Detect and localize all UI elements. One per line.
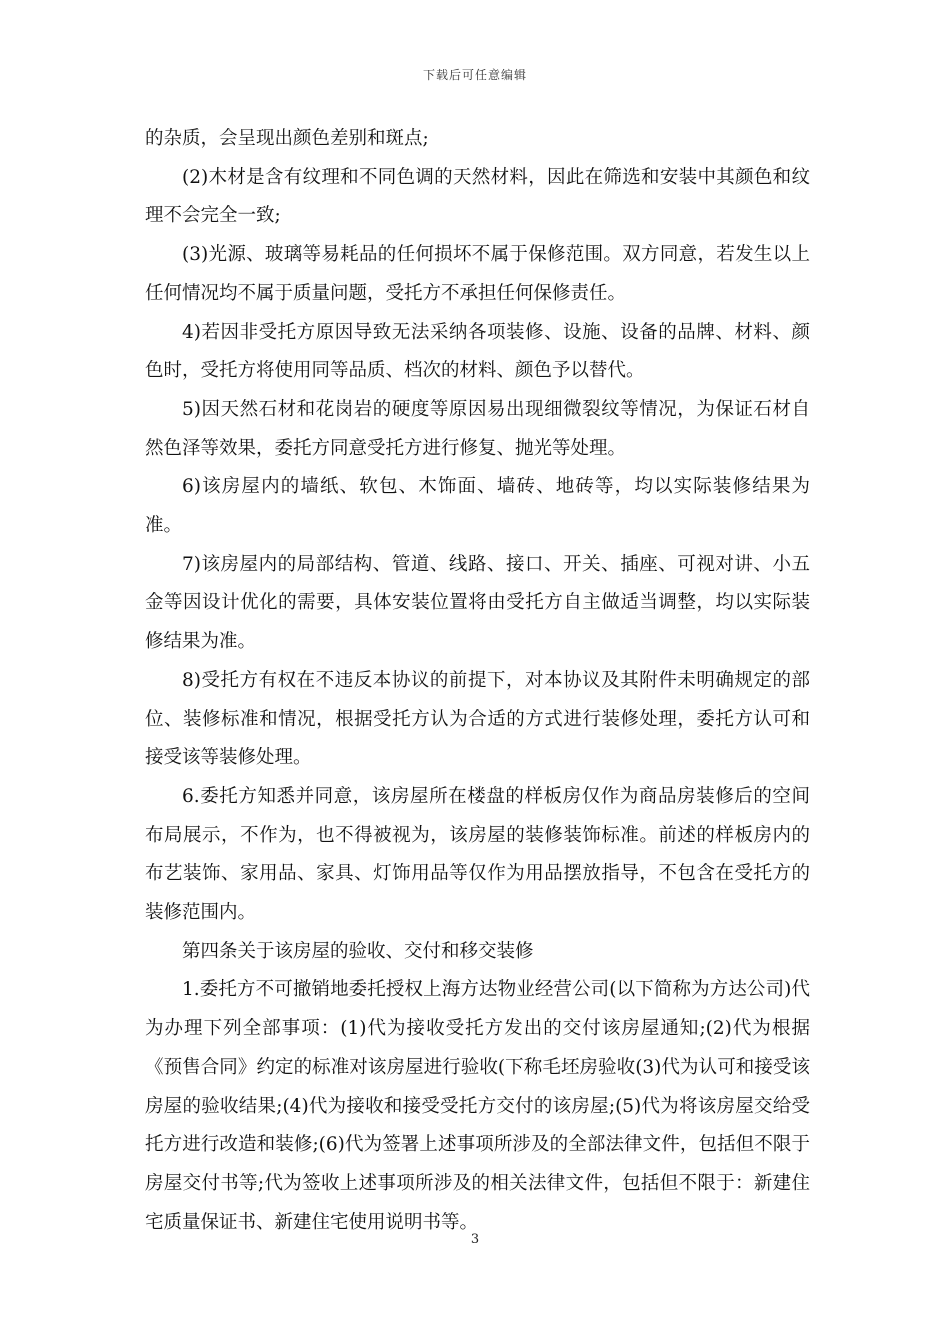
- page-header: 下载后可任意编辑: [422, 68, 527, 82]
- paragraph: 8)受托方有权在不违反本协议的前提下，对本协议及其附件未明确规定的部位、装修标准和情况，根据受托方认为合适的方式进行装修处理，委托方认可和接受该等装修处理。: [145, 669, 810, 769]
- document-body: [145, 120, 810, 1242]
- paragraph: 6)该房屋内的墙纸、软包、木饰面、墙砖、地砖等，均以实际装修结果为准。: [145, 476, 810, 537]
- paragraph: (3)光源、玻璃等易耗品的任何损坏不属于保修范围。双方同意，若发生以上任何情况均不属于质量问题，受托方不承担任何保修责任。: [145, 244, 810, 304]
- paragraph: 1.委托方不可撤销地委托授权上海方达物业经营公司(以下简称为方达公司)代为办理下列全部事项：(1)代为接收受托方发出的交付该房屋通知;(2)代为根据《预售合同》约定的标准对该房屋进行验收(下称毛坯房验收(3)代为认可和接受该房屋的验收结果;(4)代为接收和接受受托方交付的该房屋;(5)代为将该房屋交给受托方进行改造和装修;(6)代为签署上述事项所涉及的全部法律文件，包括但不限于房屋交付书等;代为签收上述事项所涉及的相关法律文件，包括但不限于：新建住宅质量保证书、新建住宅使用说明书等。: [145, 979, 810, 1233]
- paragraph: (2)木材是含有纹理和不同色调的天然材料，因此在筛选和安装中其颜色和纹理不会完全一致;: [145, 166, 810, 227]
- paragraph: 的杂质，会呈现出颜色差别和斑点;: [145, 128, 429, 149]
- section-heading: 第四条关于该房屋的验收、交付和移交装修: [182, 940, 534, 962]
- paragraph: 4)若因非受托方原因导致无法采纳各项装修、设施、设备的品牌、材料、颜色时，受托方将使用同等品质、档次的材料、颜色予以替代。: [145, 321, 810, 382]
- paragraph: 5)因天然石材和花岗岩的硬度等原因易出现细微裂纹等情况，为保证石材自然色泽等效果，委托方同意受托方进行修复、抛光等处理。: [145, 398, 810, 459]
- paragraph: 6.委托方知悉并同意，该房屋所在楼盘的样板房仅作为商品房装修后的空间布局展示，不作为，也不得被视为，该房屋的装修装饰标准。前述的样板房内的布艺装饰、家用品、家具、灯饰用品等仅作为用品摆放指导，不包含在受托方的装修范围内。: [145, 785, 810, 924]
- paragraph: 7)该房屋内的局部结构、管道、线路、接口、开关、插座、可视对讲、小五金等因设计优化的需要，具体安装位置将由受托方自主做适当调整，均以实际装修结果为准。: [145, 553, 810, 653]
- page-number: 3: [470, 1232, 480, 1247]
